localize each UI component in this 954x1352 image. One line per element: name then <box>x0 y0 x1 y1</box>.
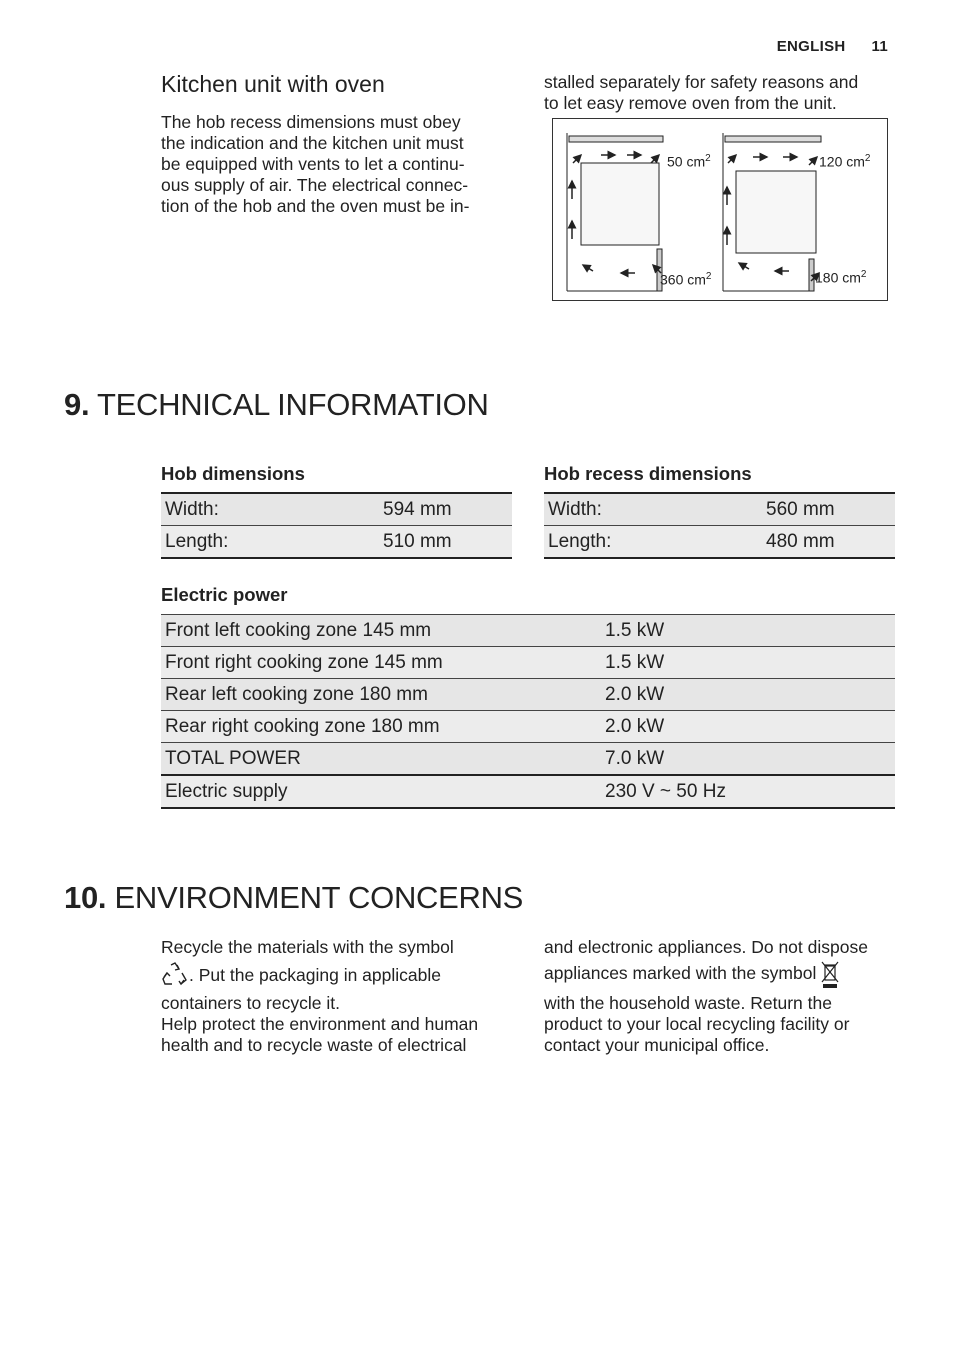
table-row <box>544 493 895 526</box>
section-number: 10. <box>64 880 107 915</box>
table-row <box>161 679 895 711</box>
language-label: ENGLISH <box>776 38 846 55</box>
row-value: 7.0 kW <box>601 743 895 776</box>
text-line: be equipped with vents to let a continu- <box>161 154 465 174</box>
text-line-with-icon <box>161 961 521 988</box>
text-line: with the household waste. Return the <box>544 993 832 1013</box>
section-number: 9. <box>64 387 90 422</box>
row-label: Width: <box>544 493 762 526</box>
row-label: TOTAL POWER <box>161 743 601 776</box>
cabinet-left <box>567 133 663 291</box>
table-row <box>161 647 895 679</box>
ventilation-diagram <box>552 118 888 301</box>
row-label: Length: <box>544 526 762 559</box>
table-row <box>161 775 895 808</box>
text-line: containers to recycle it. <box>161 993 340 1013</box>
table-row <box>161 743 895 776</box>
row-label: Electric supply <box>161 775 601 808</box>
vent-label-50: 50 $cm^2$ <box>667 153 711 170</box>
text-line: tion of the hob and the oven must be in- <box>161 196 470 216</box>
text-line: contact your municipal office. <box>544 1035 770 1055</box>
vent-label-180: 180 $cm^2$ <box>815 269 867 286</box>
electric-power-title: Electric power <box>161 584 288 605</box>
recycle-icon <box>161 961 189 987</box>
text-line: health and to recycle waste of electrical <box>161 1035 467 1055</box>
text-line: product to your local recycling facility or <box>544 1014 850 1034</box>
table-row <box>161 526 512 559</box>
hob-recess-title: Hob recess dimensions <box>544 463 752 484</box>
hob-recess-table <box>544 492 895 559</box>
row-label: Rear right cooking zone 180 mm <box>161 711 601 743</box>
text-line: and electronic appliances. Do not dispose <box>544 937 868 957</box>
text-line: Recycle the materials with the symbol <box>161 937 454 957</box>
section-title-text: ENVIRONMENT CONCERNS <box>114 880 524 915</box>
row-label: Front right cooking zone 145 mm <box>161 647 601 679</box>
text-line: The hob recess dimensions must obey <box>161 112 461 132</box>
row-label: Width: <box>161 493 379 526</box>
page-number: 11 <box>871 38 888 55</box>
hob-dimensions-title: Hob dimensions <box>161 463 305 484</box>
section-title-environment <box>64 880 523 916</box>
section-title-technical <box>64 387 489 423</box>
text-line: ous supply of air. The electrical connec- <box>161 175 469 195</box>
table-row <box>161 615 895 647</box>
row-label: Front left cooking zone 145 mm <box>161 615 601 647</box>
text-line: stalled separately for safety reasons and <box>544 72 859 92</box>
row-value: 230 V ~ 50 Hz <box>601 775 895 808</box>
table-row <box>544 526 895 559</box>
kitchen-unit-text-left <box>161 112 511 217</box>
row-label: Rear left cooking zone 180 mm <box>161 679 601 711</box>
row-value: 594 mm <box>379 493 512 526</box>
crossed-bin-icon <box>821 961 839 989</box>
text-line: Help protect the environment and human <box>161 1014 479 1034</box>
environment-text-left <box>161 937 521 1056</box>
text-line-with-icon <box>544 961 904 988</box>
text-line: to let easy remove oven from the unit. <box>544 93 837 113</box>
table-row <box>161 493 512 526</box>
electric-power-table <box>161 614 895 809</box>
row-value: 560 mm <box>762 493 895 526</box>
section-title-text: TECHNICAL INFORMATION <box>97 387 489 422</box>
row-value: 480 mm <box>762 526 895 559</box>
row-value: 2.0 kW <box>601 679 895 711</box>
row-value: 2.0 kW <box>601 711 895 743</box>
text-line: . Put the packaging in applicable <box>189 965 441 985</box>
hob-dimensions-table <box>161 492 512 559</box>
cabinet-right <box>723 133 821 291</box>
table-row <box>161 711 895 743</box>
row-value: 510 mm <box>379 526 512 559</box>
kitchen-unit-text-right <box>544 72 894 114</box>
vent-label-360: 360 $cm^2$ <box>660 271 712 288</box>
environment-text-right <box>544 937 904 1056</box>
page-header <box>777 38 888 55</box>
row-value: 1.5 kW <box>601 647 895 679</box>
text-line: the indication and the kitchen unit must <box>161 133 464 153</box>
row-value: 1.5 kW <box>601 615 895 647</box>
text-line: appliances marked with the symbol <box>544 963 817 983</box>
kitchen-unit-heading: Kitchen unit with oven <box>161 71 385 97</box>
vent-label-120: 120 $cm^2$ <box>819 153 871 170</box>
row-label: Length: <box>161 526 379 559</box>
